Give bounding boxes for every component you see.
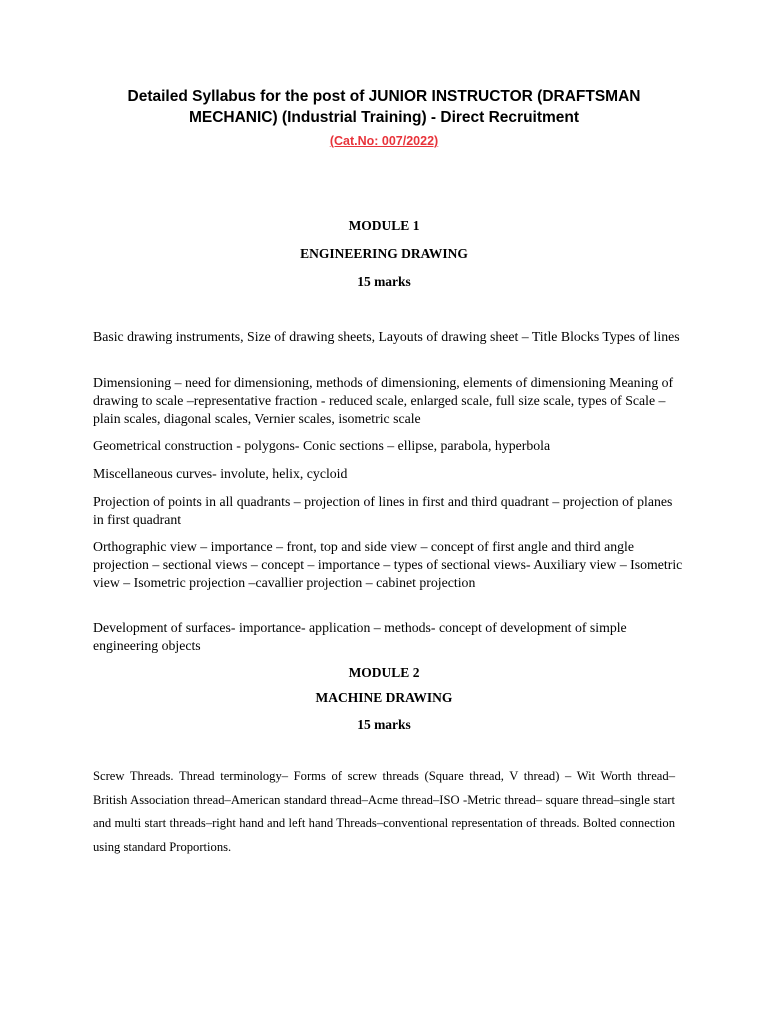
module-2-label: MODULE 2 [348, 665, 420, 680]
module-1-marks: 15 marks [357, 274, 411, 289]
title-line-1: Detailed Syllabus for the post of JUNIOR INSTRUCTOR (DRAFTSMAN [127, 88, 641, 105]
module-1-paragraph: Basic drawing instruments, Size of drawing sheets, Layouts of drawing sheet – Title Blocks Types of lines [93, 329, 680, 344]
title-line-2: MECHANIC) (Industrial Training) - Direct Recruitment [188, 109, 580, 126]
module-1-paragraph: Geometrical construction - polygons- Conic sections – ellipse, parabola, hyperbola [93, 438, 551, 453]
module-1-paragraph: Orthographic view – importance – front, top and side view – concept of first angle and third angle projection – sectional views – concept – importance – types of sectional views- Auxiliary view – Isometric view – Isometric projection –cavallier projection – cabinet projection [93, 539, 683, 590]
category-number: (Cat.No: 007/2022) [329, 134, 439, 148]
module-2-paragraph: Screw Threads. Thread terminology– Forms of screw threads (Square thread, V thread) – Wit Worth thread– British Association thread–American standard thread–Acme thread–ISO -Metric thread– square thread–single start and multi start threads–right hand and left hand Threads–conventional representation of threads. Bolted connection using standard Proportions. [93, 769, 675, 854]
module-1-paragraph: Dimensioning – need for dimensioning, methods of dimensioning, elements of dimensioning Meaning of drawing to scale –representative fraction - reduced scale, enlarged scale, full size scale, types of Scale –plain scales, diagonal scales, Vernier scales, isometric scale [93, 375, 674, 426]
module-1-subject: ENGINEERING DRAWING [300, 246, 468, 261]
module-1-paragraph: Miscellaneous curves- involute, helix, cycloid [93, 466, 348, 481]
module-1-label: MODULE 1 [348, 218, 420, 233]
module-1-paragraph: Development of surfaces- importance- application – methods- concept of development of simple engineering objects [93, 620, 627, 653]
document-title [60, 86, 708, 128]
module-1-paragraph: Projection of points in all quadrants – projection of lines in first and third quadrant – projection of planes in first quadrant [93, 494, 673, 527]
module-2-subject: MACHINE DRAWING [315, 690, 453, 705]
module-2-marks: 15 marks [357, 717, 411, 732]
